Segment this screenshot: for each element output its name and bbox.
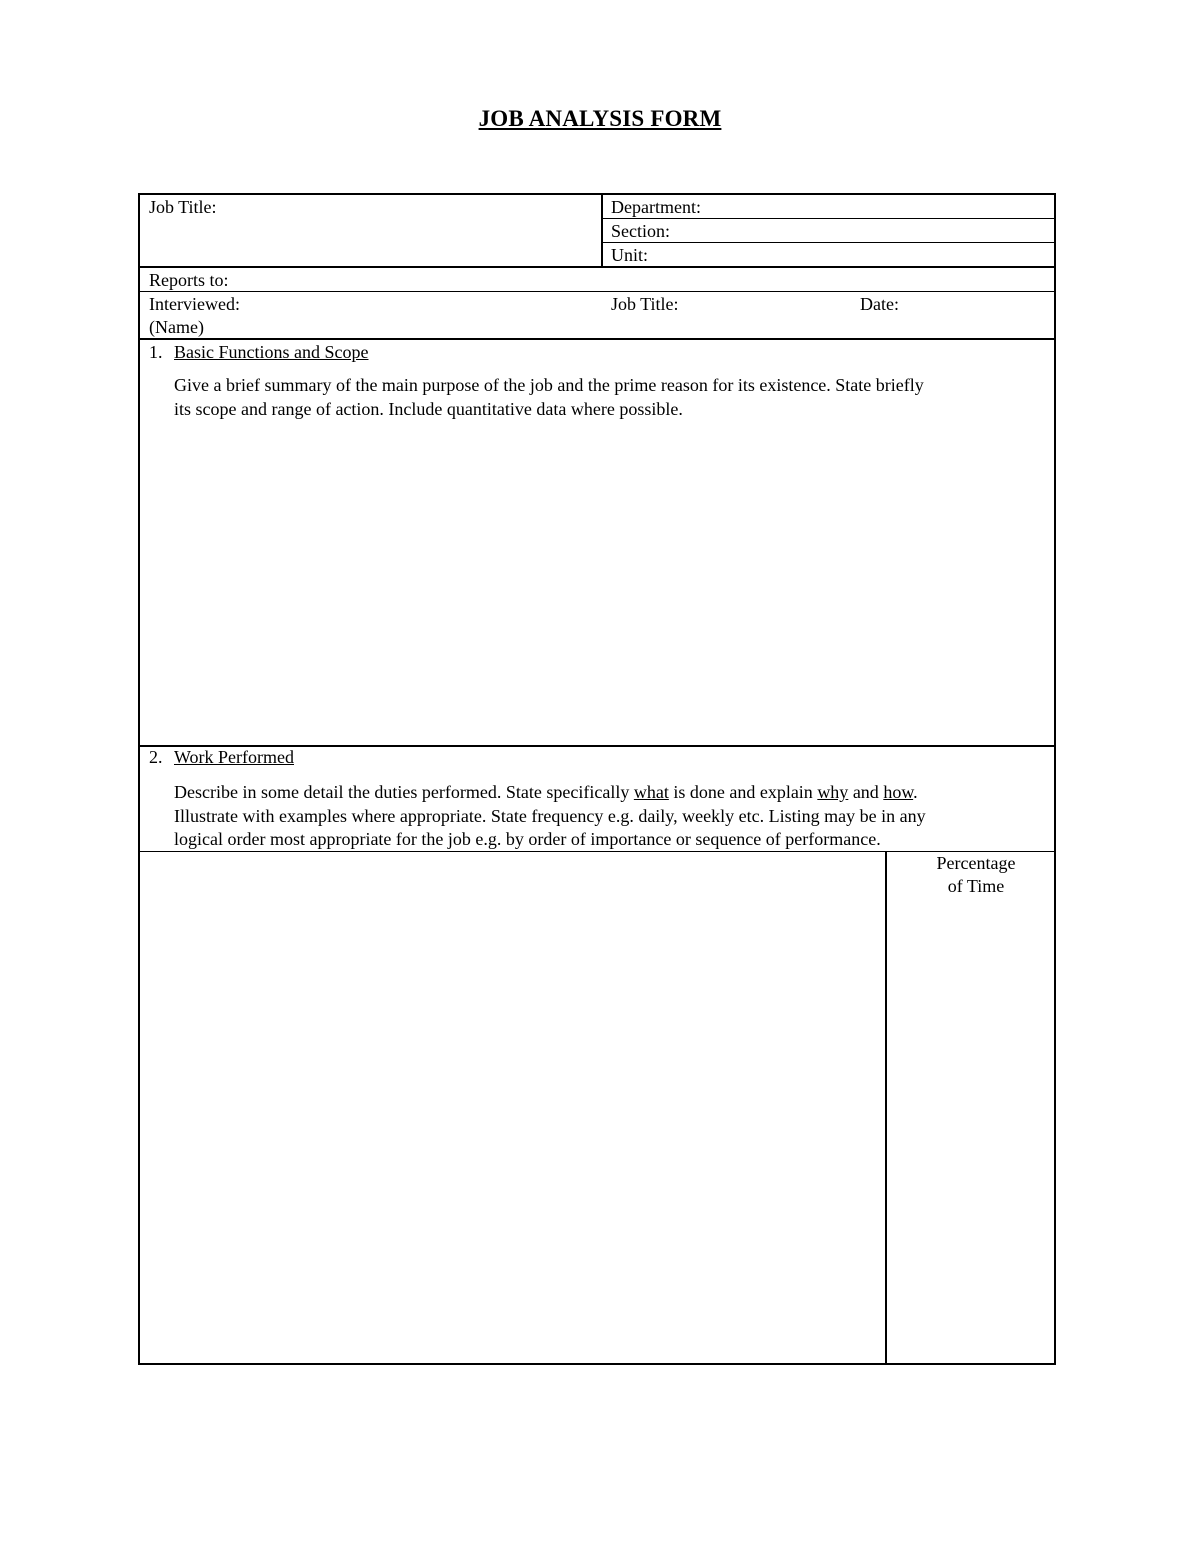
section1-instructions <box>174 374 924 421</box>
section1-line: its scope and range of action. Include quantitative data where possible. <box>174 398 683 419</box>
section2-line-2: Illustrate with examples where appropriate. State frequency e.g. daily, weekly etc. Listing may be in any <box>174 805 926 826</box>
section-label: Section: <box>611 221 670 241</box>
date-label: Date: <box>860 294 899 314</box>
line-text: . <box>913 782 918 802</box>
reports-to-label: Reports to: <box>149 270 229 290</box>
line-text: Describe in some detail the duties performed. State specifically <box>174 782 634 802</box>
basic-functions-answer-area[interactable] <box>140 425 1054 741</box>
job-title-label: Job Title: <box>149 197 217 217</box>
percentage-of-time-answer-area[interactable] <box>887 900 1054 1362</box>
section1-line: Give a brief summary of the main purpose of the job and the prime reason for its existence. State briefly <box>174 375 924 395</box>
percentage-line-2: of Time <box>947 876 1005 896</box>
interviewed-label: Interviewed: <box>149 294 240 314</box>
form-title: JOB ANALYSIS FORM <box>478 106 722 131</box>
emphasis-how: how <box>883 782 914 802</box>
reports-to-top-line <box>140 266 1056 268</box>
unit-label: Unit: <box>611 245 649 265</box>
section1-top-line <box>140 338 1056 340</box>
section2-line-1 <box>174 781 926 805</box>
percentage-header <box>886 852 1066 898</box>
emphasis-why: why <box>817 782 849 802</box>
emphasis-what: what <box>633 782 669 802</box>
section2-instructions <box>174 781 926 852</box>
interviewed-top-line <box>140 291 1056 292</box>
section2-number: 2. <box>149 747 163 767</box>
name-label: (Name) <box>149 317 204 337</box>
work-performed-answer-area[interactable] <box>140 900 883 1362</box>
header-divider <box>601 195 603 268</box>
section2-heading: Work Performed <box>174 747 295 767</box>
section2-line-3: logical order most appropriate for the job e.g. by order of importance or sequence of performance. <box>174 829 881 849</box>
percentage-line-1: Percentage <box>936 853 1016 873</box>
line-text: is done and explain <box>668 782 818 802</box>
line-text: and <box>848 782 884 802</box>
interviewer-job-title-label: Job Title: <box>611 294 679 314</box>
section1-heading: Basic Functions and Scope <box>174 342 369 362</box>
section1-number: 1. <box>149 342 163 362</box>
department-label: Department: <box>611 197 701 217</box>
